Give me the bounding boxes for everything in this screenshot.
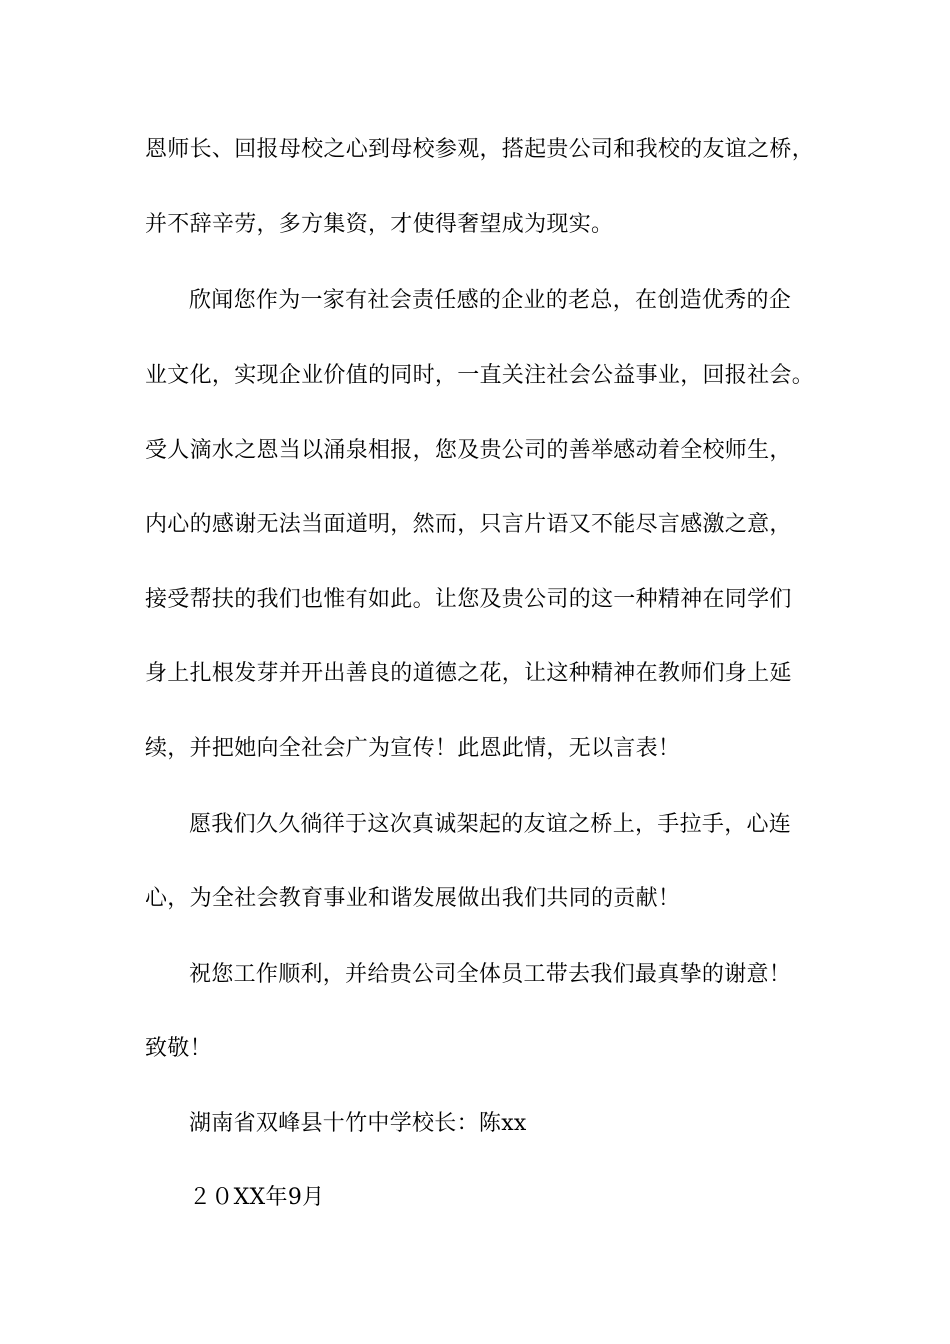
paragraph-line: 祝您工作顺利，并给贵公司全体员工带去我们最真挚的谢意！ [189, 962, 792, 987]
date-line: ２０XX年9月 [189, 1185, 325, 1210]
paragraph-line: 续，并把她向全社会广为宣传！此恩此情，无以言表！ [145, 736, 681, 761]
paragraph-line: 业文化，实现企业价值的同时，一直关注社会公益事业，回报社会。 [145, 363, 815, 388]
paragraph-line: 接受帮扶的我们也惟有如此。让您及贵公司的这一种精神在同学们 [145, 587, 792, 612]
paragraph-line: 愿我们久久徜徉于这次真诚架起的友谊之桥上，手拉手，心连 [189, 812, 792, 837]
paragraph-line: 身上扎根发芽并开出善良的道德之花，让这种精神在教师们身上延 [145, 661, 792, 686]
signature-line: 湖南省双峰县十竹中学校长：陈xx [189, 1111, 527, 1136]
closing-salutation: 致敬！ [145, 1036, 212, 1061]
paragraph-line: 欣闻您作为一家有社会责任感的企业的老总，在创造优秀的企 [189, 288, 792, 313]
paragraph-line: 心，为全社会教育事业和谐发展做出我们共同的贡献！ [145, 886, 681, 911]
paragraph-line: 内心的感谢无法当面道明，然而，只言片语又不能尽言感激之意， [145, 512, 792, 537]
paragraph-line: 受人滴水之恩当以涌泉相报，您及贵公司的善举感动着全校师生， [145, 438, 792, 463]
paragraph-line: 并不辞辛劳，多方集资，才使得奢望成为现实。 [145, 212, 614, 237]
paragraph-line: 恩师长、回报母校之心到母校参观，搭起贵公司和我校的友谊之桥， [145, 137, 815, 162]
